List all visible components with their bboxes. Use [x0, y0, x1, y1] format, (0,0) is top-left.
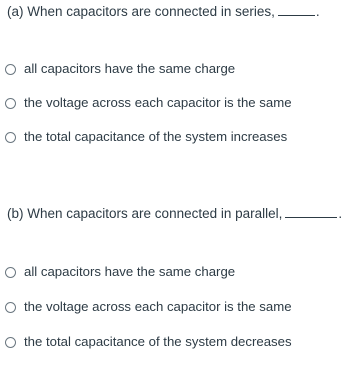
option-label: all capacitors have the same charge [24, 61, 236, 76]
radio-button[interactable] [5, 337, 16, 348]
answer-blank [285, 204, 337, 218]
option-label: the voltage across each capacitor is the same [24, 299, 292, 314]
radio-button[interactable] [5, 302, 16, 313]
radio-button[interactable] [5, 132, 16, 143]
prompt-period: . [315, 4, 320, 19]
question-a-text: (a) When capacitors are connected in series, [7, 4, 275, 19]
question-a-option-3[interactable] [5, 127, 287, 147]
option-label: the total capacitance of the system decreases [24, 334, 292, 349]
option-label: all capacitors have the same charge [24, 264, 236, 279]
prompt-period: . [338, 206, 343, 221]
radio-button[interactable] [5, 64, 16, 75]
question-a-option-1[interactable] [5, 59, 235, 79]
question-a-option-2[interactable] [5, 93, 292, 113]
question-b-option-2[interactable] [5, 297, 292, 317]
question-b-text: (b) When capacitors are connected in parallel, [7, 206, 283, 221]
question-b-option-3[interactable] [5, 332, 292, 352]
question-a-prompt [7, 2, 320, 21]
radio-button[interactable] [5, 267, 16, 278]
question-b-prompt [7, 204, 342, 223]
radio-button[interactable] [5, 98, 16, 109]
answer-blank [278, 2, 315, 16]
option-label: the total capacitance of the system increases [24, 129, 288, 144]
option-label: the voltage across each capacitor is the same [24, 95, 292, 110]
question-b-option-1[interactable] [5, 262, 235, 282]
